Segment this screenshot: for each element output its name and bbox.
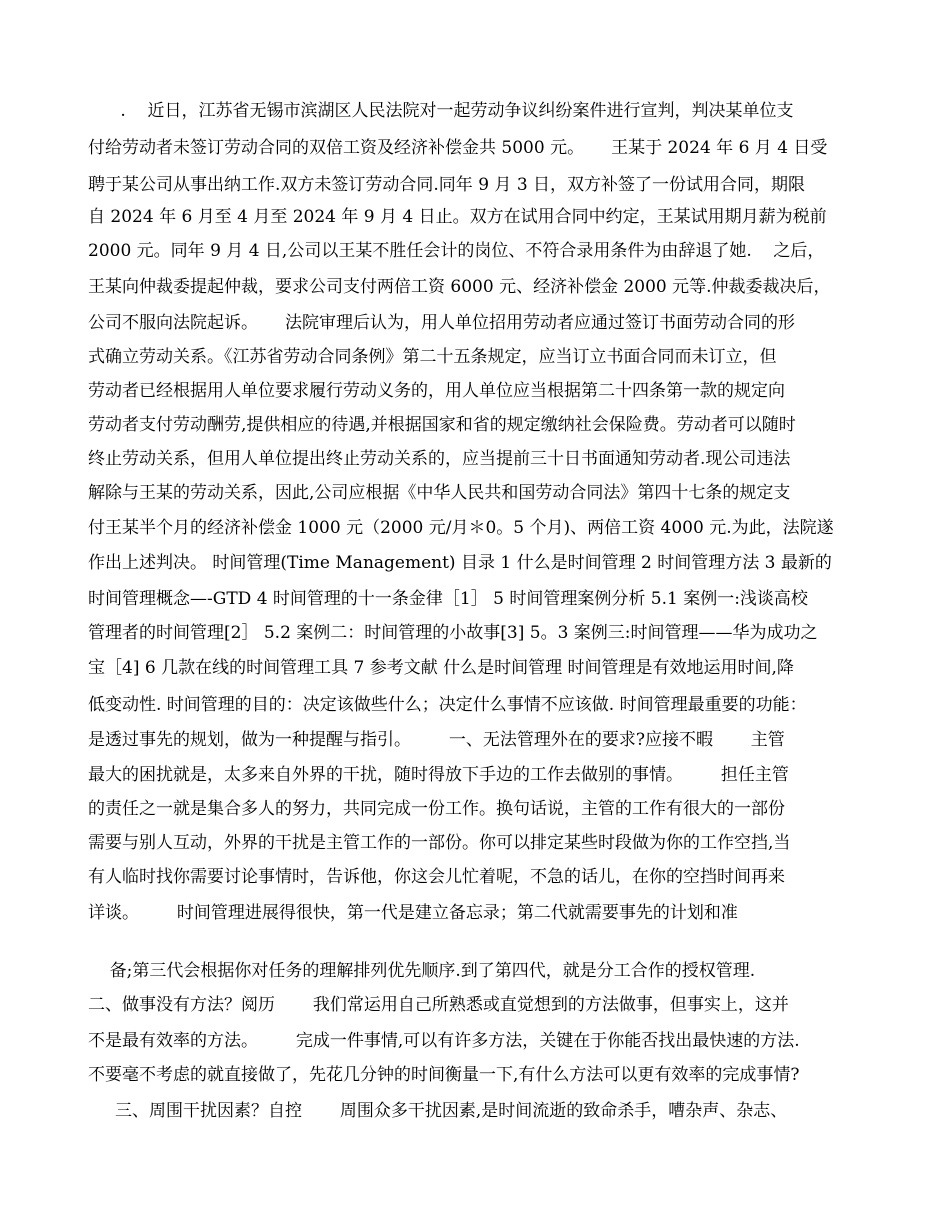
text-line: 管理者的时间管理[2］ 5.2 案例二：时间管理的小故事[3] 5。3 案例三:时间管理——华为成功之 [88, 623, 818, 643]
text-line: 王某向仲裁委提起仲裁，要求公司支付两倍工资 6000 元、经济补偿金 2000 元等.仲裁委裁决后， [88, 277, 831, 297]
text-line: 有人临时找你需要讨论事情时，告诉他，你这会儿忙着呢，不急的话儿，在你的空挡时间再来 [88, 867, 785, 887]
text-line: 自 2024 年 6 月至 4 月至 2024 年 9 月 4 日止。双方在试用合同中约定，王某试用期月薪为税前 [88, 207, 827, 227]
text-line: 时间管理概念—-GTD 4 时间管理的十一条金律［1］ 5 时间管理案例分析 5.1 案例一:浅谈高校 [88, 589, 808, 609]
text-line: 聘于某公司从事出纳工作.双方未签订劳动合同.同年 9 月 3 日，双方补签了一份试用合同，期限 [88, 175, 806, 195]
text-line: 宝［4] 6 几款在线的时间管理工具 7 参考文献 什么是时间管理 时间管理是有效地运用时间,降 [88, 658, 794, 678]
text-line: . 近日，江苏省无锡市滨湖区人民法院对一起劳动争议纠纷案件进行宣判，判决某单位支 [88, 101, 794, 121]
text-line: 劳动者支付劳动酬劳,提供相应的待遇,并根据国家和省的规定缴纳社会保险费。劳动者可以随时 [88, 415, 796, 435]
text-line: 三、周围干扰因素？自控 周围众多干扰因素,是时间流逝的致命杀手，嘈杂声、杂志、 [88, 1101, 788, 1121]
text-line: 式确立劳动关系。《江苏省劳动合同条例》第二十五条规定，应当订立书面合同而未订立，但 [88, 347, 777, 367]
text-line: 详谈。 时间管理进展得很快，第一代是建立备忘录；第二代就需要事先的计划和准 [88, 903, 738, 923]
text-line: 作出上述判决。 时间管理(Time Management) 目录 1 什么是时间管理 2 时间管理方法 3 最新的 [88, 553, 832, 573]
text-line: 低变动性. 时间管理的目的：决定该做些什么；决定什么事情不应该做. 时间管理最重要的功能： [88, 695, 807, 715]
text-line: 付王某半个月的经济补偿金 1000 元（2000 元/月＊0。5 个月)、两倍工资 4000 元.为此，法院遂 [88, 518, 834, 538]
text-line: 是透过事先的规划，做为一种提醒与指引。 一、无法管理外在的要求?应接不暇 主管 [88, 730, 785, 750]
text-line: 的责任之一就是集合多人的努力，共同完成一份工作。换句话说，主管的工作有很大的一部份 [88, 799, 785, 819]
text-line: 需要与别人互动，外界的干扰是主管工作的一部份。你可以排定某些时段做为你的工作空挡,当 [88, 833, 791, 853]
text-line: 解除与王某的劳动关系，因此,公司应根据《中华人民共和国劳动合同法》第四十七条的规定支 [88, 483, 791, 503]
text-line: 不要毫不考虑的就直接做了，先花几分钟的时间衡量一下,有什么方法可以更有效率的完成事情? [88, 1065, 800, 1085]
text-line: 备;第三代会根据你对任务的理解排列优先顺序.到了第四代，就是分工合作的授权管理. [88, 961, 756, 981]
text-line: 付给劳动者未签订劳动合同的双倍工资及经济补偿金共 5000 元。 王某于 2024 年 6 月 4 日受 [88, 138, 828, 158]
text-line: 最大的困扰就是，太多来自外界的干扰，随时得放下手边的工作去做别的事情。 担任主管 [88, 765, 789, 785]
text-line: 劳动者已经根据用人单位要求履行劳动义务的，用人单位应当根据第二十四条第一款的规定向 [88, 381, 785, 401]
text-line: 不是最有效率的方法。 完成一件事情,可以有许多方法，关键在于你能否找出最快速的方法. [88, 1031, 800, 1051]
text-line: 终止劳动关系，但用人单位提出终止劳动关系的，应当提前三十日书面通知劳动者.现公司违法 [88, 449, 791, 469]
text-line: 公司不服向法院起诉。 法院审理后认为，用人单位招用劳动者应通过签订书面劳动合同的形 [88, 313, 796, 333]
text-line: 二、做事没有方法？阅历 我们常运用自己所熟悉或直觉想到的方法做事，但事实上，这并 [88, 995, 789, 1015]
text-line: 2000 元。同年 9 月 4 日,公司以王某不胜任会计的岗位、不符合录用条件为由辞退了她. 之后， [88, 241, 825, 261]
